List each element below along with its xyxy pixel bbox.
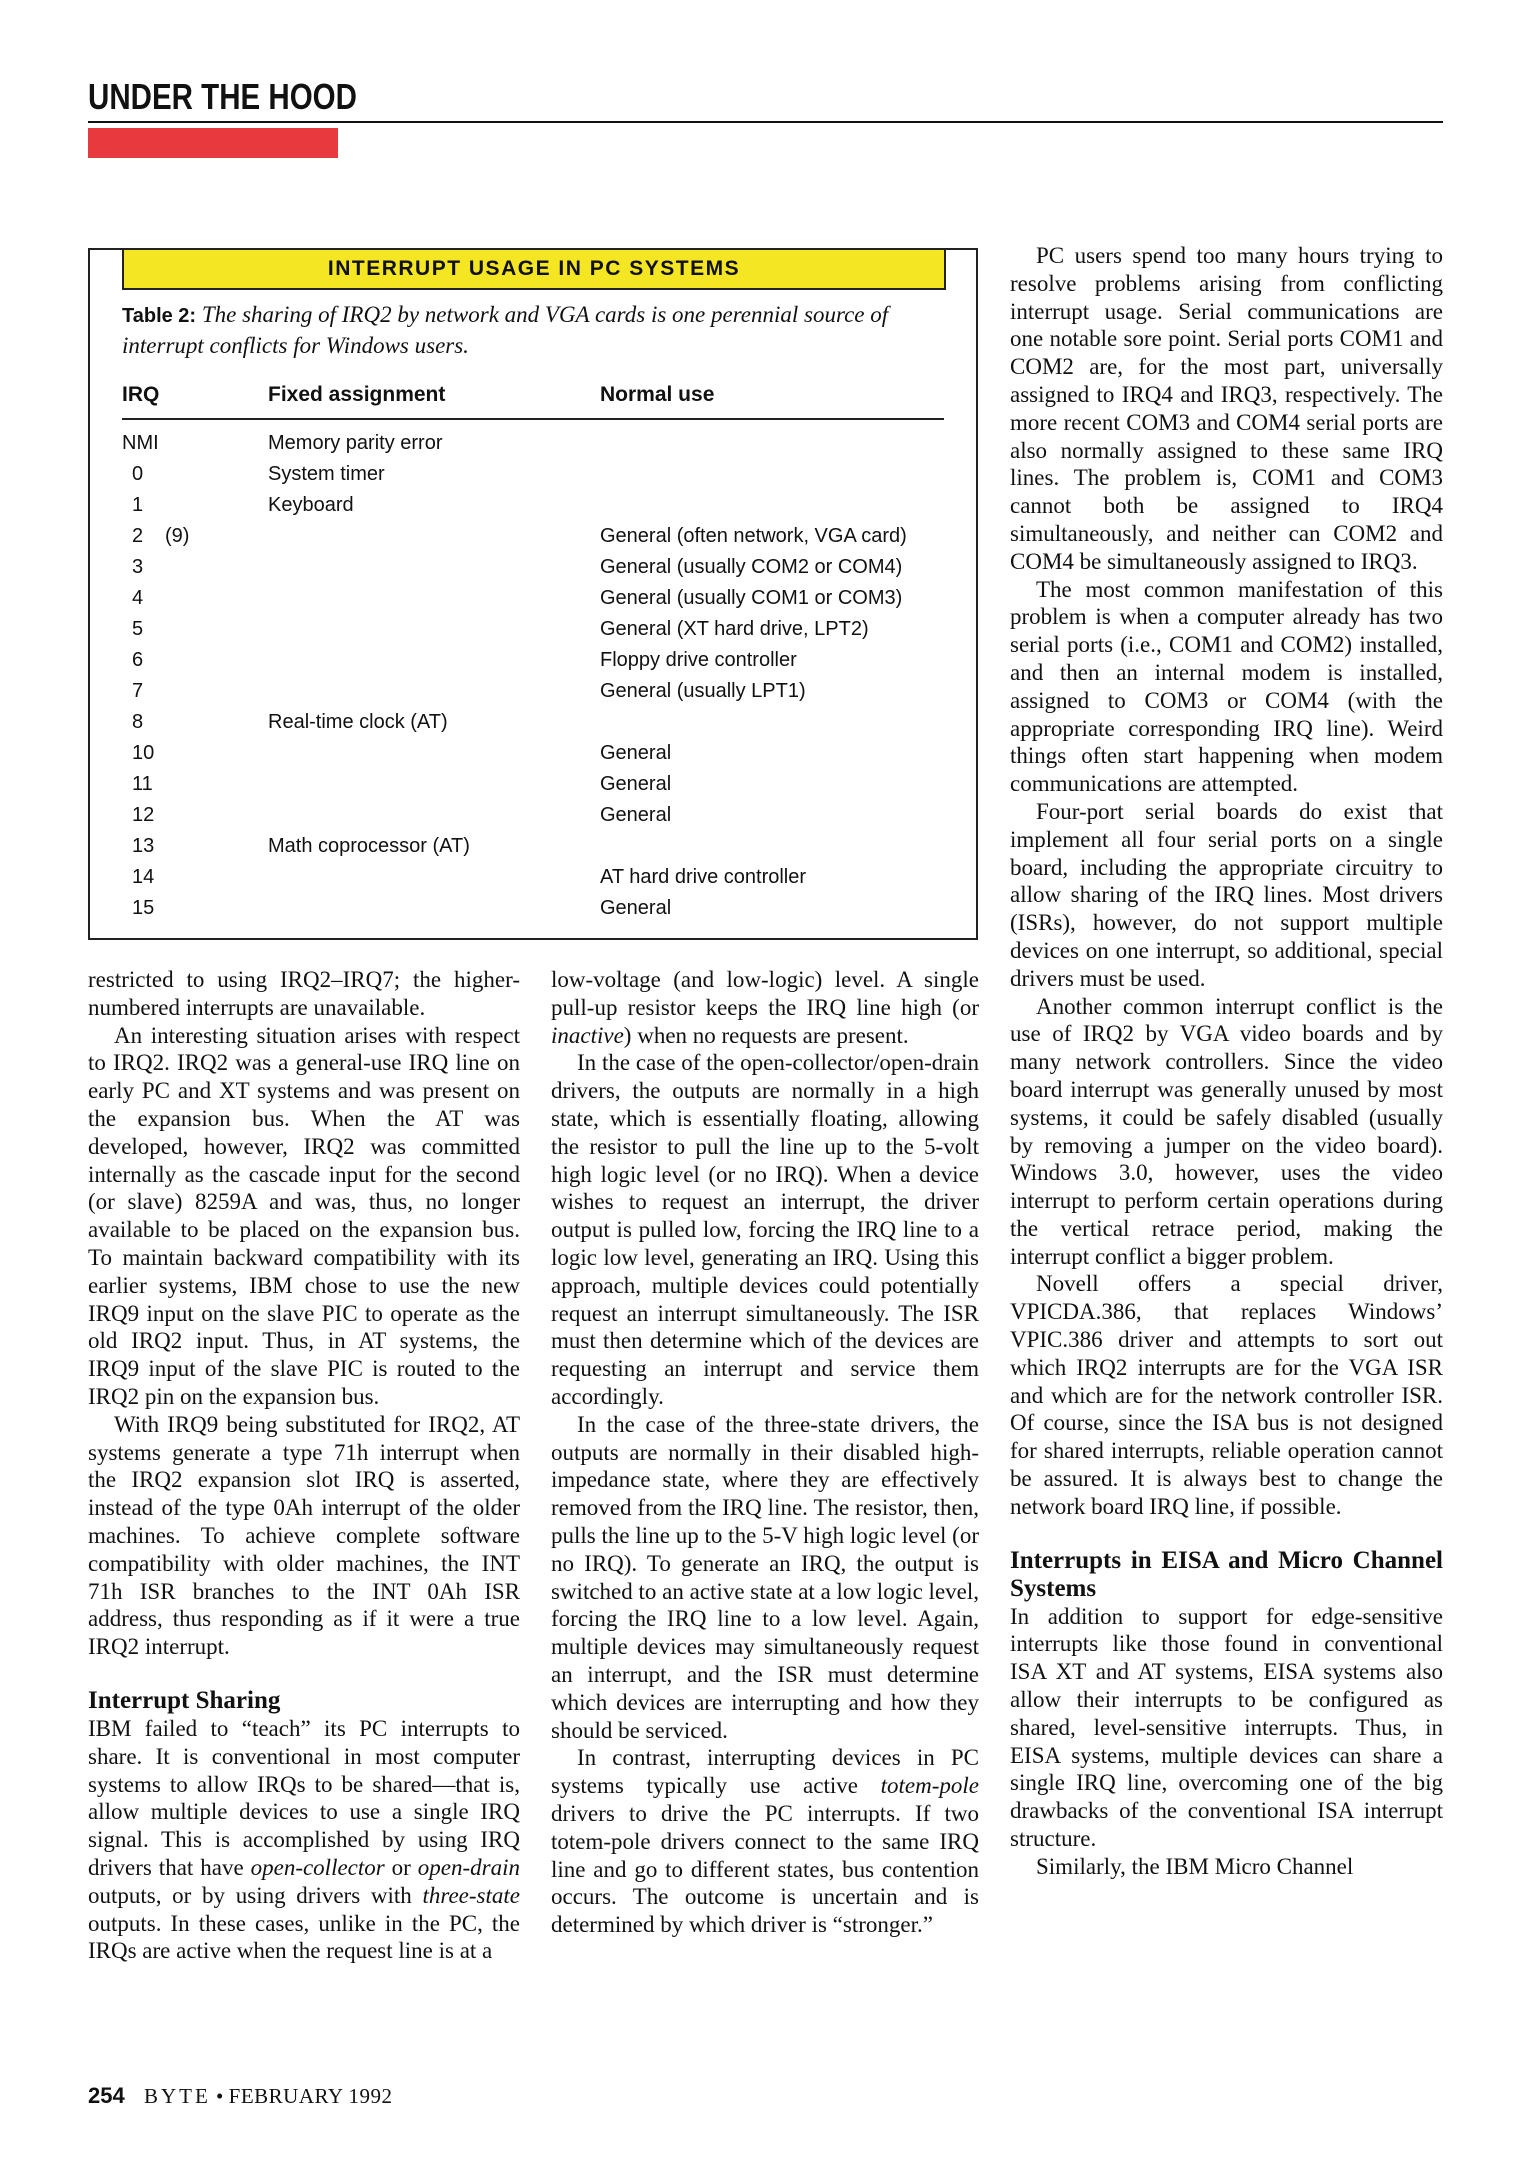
table-row [122, 428, 944, 459]
table-row [122, 738, 944, 769]
cell-irq: 2 [132, 525, 144, 547]
table-row [122, 614, 944, 645]
header-rule [88, 121, 1443, 123]
issue-date: FEBRUARY 1992 [228, 2084, 393, 2108]
section-heading: Interrupts in EISA and Micro Channel Systems [1010, 1546, 1443, 1602]
cell-irq: 11 [132, 773, 153, 795]
table-row [122, 893, 944, 924]
table-row [122, 831, 944, 862]
cell-irq: 15 [132, 897, 155, 919]
table-row [122, 490, 944, 521]
cell-irq-alternate: (9) [165, 525, 190, 547]
table-row [122, 862, 944, 893]
paragraph: In addition to support for edge-sensitive interrupts like those found in conventional ISA XT and AT systems, EISA systems also allow their interrupts to be configured as shared, level-sensitive interrupts. Thus, in EISA systems, multiple devices can share a single IRQ line, overcoming one of the big drawbacks of the conventional ISA interrupt structure. [1010, 1603, 1443, 1852]
cell-irq: 8 [132, 711, 144, 733]
table-row [122, 645, 944, 676]
cell-fixed: Keyboard [268, 494, 354, 516]
accent-bar [88, 128, 338, 158]
table-caption-text: The sharing of IRQ2 by network and VGA cards is one perennial source of interrupt conflicts for Windows users. [122, 302, 889, 358]
cell-normal: General (usually COM1 or COM3) [600, 587, 903, 609]
paragraph: Another common interrupt conflict is the use of IRQ2 by VGA video boards and by many network controllers. Since the video board interrupt was generally unused by most systems, it could be safely disabled (usually by removing a jumper on the video board). Windows 3.0, however, uses the video interrupt to perform certain operations during the vertical retrace period, making the interrupt conflict a bigger problem. [1010, 993, 1443, 1269]
cell-fixed: Math coprocessor (AT) [268, 835, 470, 857]
paragraph: An interesting situation arises with respect to IRQ2. IRQ2 was a general-use IRQ line on early PC and XT systems and was present on the expansion bus. When the AT was developed, however, IRQ2 was committed internally as the cascade input for the second (or slave) 8259A and was, thus, no longer available to be placed on the expansion bus. To maintain backward compatibility with its earlier systems, IBM chose to use the new IRQ9 input on the slave PIC to operate as the old IRQ2 input. Thus, in AT systems, the IRQ9 input of the slave PIC is routed to the IRQ2 pin on the expansion bus. [88, 1022, 520, 1409]
page-footer [88, 2083, 393, 2109]
table-body [122, 428, 944, 924]
paragraph: Novell offers a special driver, VPICDA.386, that replaces Windows’ VPIC.386 driver and attempts to sort out which IRQ2 interrupts are for the VGA ISR and which are for the network controller ISR. Of course, since the ISA bus is not designed for shared interrupts, reliable operation cannot be assured. It is always best to change the network board IRQ line, if possible. [1010, 1271, 1443, 1519]
paragraph: With IRQ9 being substituted for IRQ2, AT systems generate a type 71h interrupt when the IRQ2 expansion slot IRQ is asserted, instead of the type 0Ah interrupt of the older machines. To achieve complete software compatibility with older machines, the INT 71h ISR branches to the INT 0Ah ISR address, thus responding as if it were a true IRQ2 interrupt. [88, 1411, 520, 1660]
article-column-1 [88, 966, 520, 1965]
page-number: 254 [88, 2083, 125, 2108]
column-header-normal-use: Normal use [600, 383, 715, 406]
table-header-rule [122, 418, 944, 420]
paragraph: Similarly, the IBM Micro Channel [1036, 1853, 1354, 1879]
paragraph: restricted to using IRQ2–IRQ7; the higher-numbered interrupts are unavailable. [88, 967, 520, 1020]
cell-fixed: Real-time clock (AT) [268, 711, 448, 733]
table-row [122, 552, 944, 583]
cell-normal: General [600, 897, 672, 919]
paragraph: low-voltage (and low-logic) level. A single pull-up resistor keeps the IRQ line high (or inactive) when no requests are present. [551, 967, 979, 1048]
paragraph: IBM failed to “teach” its PC interrupts to share. It is conventional in most computer systems to allow IRQs to be shared—that is, allow multiple devices to use a single IRQ signal. This is accomplished by using IRQ drivers that have open-collector or open-drain outputs, or by using drivers with three-state outputs. In these cases, unlike in the PC, the IRQs are active when the request line is at a [88, 1715, 520, 1964]
table-row [122, 521, 944, 552]
cell-irq: 6 [132, 649, 144, 671]
table-caption [122, 300, 942, 360]
paragraph: The most common manifestation of this problem is when a computer already has two serial ports (i.e., COM1 and COM2) installed, and then an internal modem is installed, assigned to COM3 or COM4 (with the appropriate corresponding IRQ line). Weird things often start happening when modem communications are attempted. [1010, 576, 1443, 797]
cell-normal: General (often network, VGA card) [600, 525, 907, 547]
table-row [122, 459, 944, 490]
paragraph: In the case of the open-collector/open-drain drivers, the outputs are normally in a high state, which is essentially floating, allowing the resistor to pull the line up to the 5-volt high logic level (or no IRQ). When a device wishes to request an interrupt, the driver output is pulled low, forcing the IRQ line to a logic low level, generating an IRQ. Using this approach, multiple devices could potentially request an interrupt simultaneously. The ISR must then determine which of the devices are requesting an interrupt and service them accordingly. [551, 1050, 979, 1409]
section-label: UNDER THE HOOD [88, 76, 357, 117]
cell-irq: 4 [132, 587, 144, 609]
table-row [122, 676, 944, 707]
magazine-name: BYTE [143, 2084, 211, 2108]
cell-irq: 10 [132, 742, 155, 764]
cell-irq: 13 [132, 835, 155, 857]
cell-irq: 0 [132, 463, 144, 485]
section-heading: Interrupt Sharing [88, 1686, 281, 1714]
cell-normal: General [600, 804, 672, 826]
table-row [122, 800, 944, 831]
cell-irq: 1 [132, 494, 144, 516]
cell-irq: 14 [132, 866, 155, 888]
column-header-fixed-assignment: Fixed assignment [268, 383, 446, 406]
cell-irq: 3 [132, 556, 144, 578]
table-title: INTERRUPT USAGE IN PC SYSTEMS [122, 248, 946, 290]
cell-normal: General [600, 742, 672, 764]
cell-irq: 5 [132, 618, 144, 640]
cell-normal: AT hard drive controller [600, 866, 807, 888]
paragraph: In contrast, interrupting devices in PC systems typically use active totem-pole drivers to drive the PC interrupts. If two totem-pole drivers connect to the same IRQ line and go to different states, bus contention occurs. The outcome is uncertain and is determined by which driver is “stronger.” [551, 1745, 979, 1938]
article-column-2 [551, 966, 979, 1939]
footer-separator: • [216, 2084, 224, 2108]
table-caption-label: Table 2: [122, 305, 197, 327]
paragraph: Four-port serial boards do exist that implement all four serial ports on a single board, including the appropriate circuitry to allow sharing of the IRQ lines. Most drivers (ISRs), however, do not support multiple devices on one interrupt, so additional, special drivers must be used. [1010, 798, 1443, 991]
cell-normal: General (usually LPT1) [600, 680, 806, 702]
cell-fixed: System timer [268, 463, 385, 485]
article-column-3 [1010, 242, 1443, 1881]
paragraph: PC users spend too many hours trying to resolve problems arising from conflicting interrupt usage. Serial communications are one notable sore point. Serial ports COM1 and COM2 are, for the most part, universally assigned to IRQ4 and IRQ3, respectively. The more recent COM3 and COM4 serial ports are also normally assigned to these same IRQ lines. The problem is, COM1 and COM3 cannot both be assigned to IRQ4 simultaneously, and neither can COM2 and COM4 be simultaneously assigned to IRQ3. [1010, 243, 1443, 574]
table-row [122, 583, 944, 614]
cell-irq: 12 [132, 804, 155, 826]
table-row [122, 707, 944, 738]
column-header-irq: IRQ [122, 383, 160, 406]
cell-irq: 7 [132, 680, 144, 702]
table-row [122, 769, 944, 800]
cell-normal: Floppy drive controller [600, 649, 797, 671]
cell-normal: General (XT hard drive, LPT2) [600, 618, 869, 640]
cell-fixed: Memory parity error [268, 432, 443, 454]
paragraph: In the case of the three-state drivers, the outputs are normally in their disabled high-impedance state, where they are effectively removed from the IRQ line. The resistor, then, pulls the line up to the 5-V high logic level (or no IRQ). To generate an IRQ, the output is switched to an active state at a low logic level, forcing the IRQ line to a low level. Again, multiple devices may simultaneously request an interrupt, and the ISR must determine which devices are interrupting and how they should be serviced. [551, 1411, 979, 1743]
cell-normal: General (usually COM2 or COM4) [600, 556, 903, 578]
cell-irq: NMI [122, 432, 159, 454]
cell-normal: General [600, 773, 672, 795]
